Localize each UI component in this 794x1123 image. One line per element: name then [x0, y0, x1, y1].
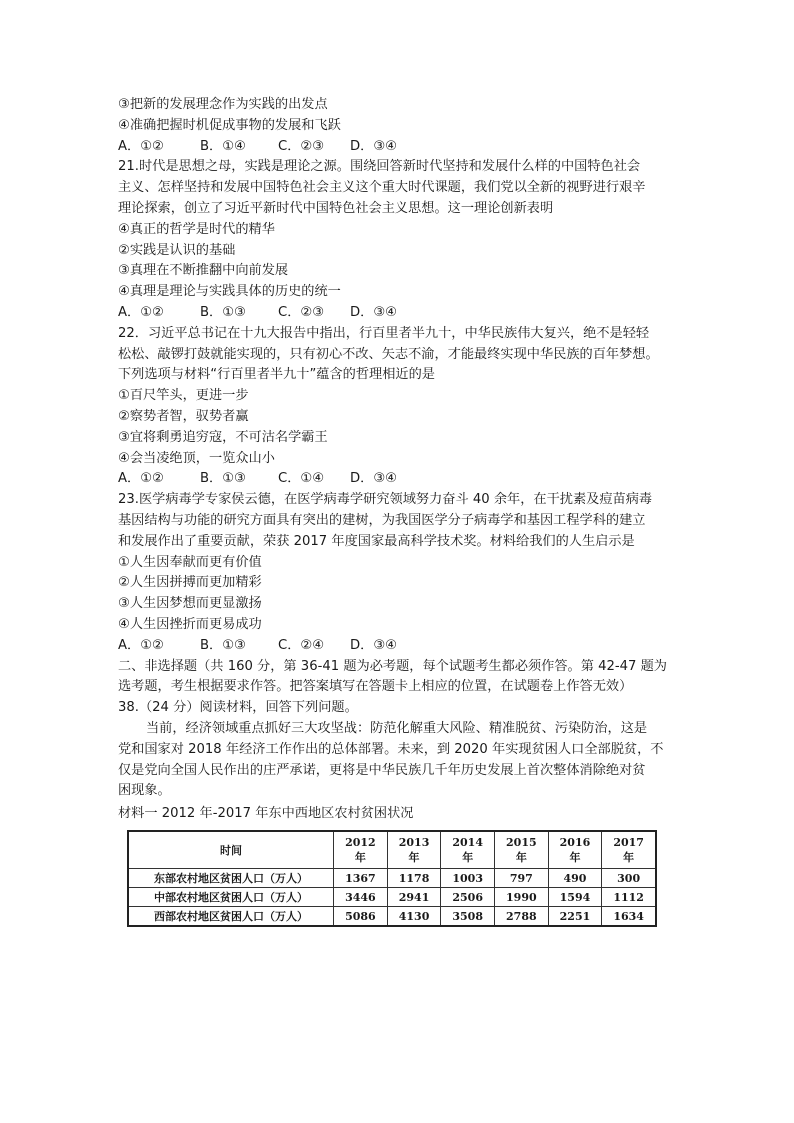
option-d: D．③④ [350, 471, 397, 487]
q21-item: ④真理是理论与实践具体的历史的统一 [118, 284, 341, 300]
option-c: C．①④ [278, 471, 325, 487]
option-d: D．③④ [350, 304, 397, 320]
year-2012: 2012 [345, 836, 376, 849]
q23-options [118, 636, 678, 657]
row-label-east: 东部农村地区贫困人口（万人） [128, 869, 334, 888]
q23-item: ②人生因拼搏而更加精彩 [118, 575, 262, 591]
q22-item: ④会当凌绝顶，一览众山小 [118, 450, 275, 466]
q22-options [118, 469, 678, 490]
option-d: D．③④ [350, 138, 397, 154]
q21-item: ③真理在不断推翻中向前发展 [118, 263, 289, 279]
option-a: A．①② [118, 304, 164, 320]
q21-stem: 21.时代是思想之母，实践是理论之源。围绕回答新时代坚持和发展什么样的中国特色社会 [118, 159, 641, 175]
q21-stem: 理论探索，创立了习近平新时代中国特色社会主义思想。这一理论创新表明 [118, 200, 554, 216]
option-a: A．①② [118, 637, 164, 653]
year-2015: 2015 [506, 836, 537, 849]
option-b: B．①④ [200, 138, 246, 154]
year-2013: 2013 [398, 836, 430, 849]
row-label-west: 西部农村地区贫困人口（万人） [128, 907, 334, 927]
year-2016: 2016 [559, 836, 591, 849]
option-b: B．①③ [200, 471, 246, 487]
table-cell: 1178 [387, 869, 441, 888]
header-corner: 时间 [128, 831, 334, 869]
year-suffix: 年 [515, 851, 527, 864]
q21-options [118, 303, 678, 324]
q23-stem: 23.医学病毒学专家侯云德，在医学病毒学研究领域努力奋斗 40 余年，在干扰素及痘苗病毒 [118, 492, 653, 508]
year-suffix: 年 [462, 851, 474, 864]
table-cell: 1367 [334, 869, 388, 888]
table-cell: 1594 [548, 888, 602, 907]
q23-stem: 和发展作出了重要贡献，荣获 2017 年度国家最高科学技术奖。材料给我们的人生启示是 [118, 533, 635, 549]
table-cell: 1990 [495, 888, 549, 907]
data-table [127, 830, 657, 927]
q20-item-4: ④准确把握时机促成事物的发展和飞跃 [118, 117, 341, 133]
q21-stem: 主义、怎样坚持和发展中国特色社会主义这个重大时代课题，我们党以全新的视野进行艰辛 [118, 180, 646, 196]
table-cell: 797 [495, 869, 549, 888]
table-cell: 300 [602, 869, 656, 888]
q38-paragraph: 困现象。 [118, 783, 171, 799]
table-row [128, 869, 656, 888]
poverty-table [127, 830, 657, 927]
year-header [334, 831, 388, 869]
table-header-row [128, 831, 656, 869]
q23-item: ④人生因挫折而更易成功 [118, 616, 262, 632]
section-heading: 选考题，考生根据要求作答。把答案填写在答题卡上相应的位置，在试题卷上作答无效） [118, 679, 633, 695]
option-a: A．①② [118, 471, 164, 487]
year-suffix: 年 [623, 851, 635, 864]
table-cell: 4130 [387, 907, 441, 927]
table-cell: 490 [548, 869, 602, 888]
option-a: A．①② [118, 138, 164, 154]
table-cell: 1634 [602, 907, 656, 927]
table-caption: 材料一 2012 年-2017 年东中西地区农村贫困状况 [118, 806, 414, 822]
q22-stem: 下列选项与材料“行百里者半九十”蕴含的哲理相近的是 [118, 367, 435, 383]
table-cell: 2506 [441, 888, 495, 907]
year-suffix: 年 [569, 851, 581, 864]
table-row [128, 888, 656, 907]
table-cell: 2941 [387, 888, 441, 907]
option-c: C．②③ [278, 304, 325, 320]
q20-options [118, 137, 678, 158]
q21-item: ④真正的哲学是时代的精华 [118, 221, 275, 237]
q22-item: ①百尺竿头，更进一步 [118, 388, 249, 404]
table-cell: 3508 [441, 907, 495, 927]
question-text [118, 95, 678, 825]
year-2014: 2014 [452, 836, 483, 849]
q23-stem: 基因结构与功能的研究方面具有突出的建树，为我国医学分子病毒学和基因工程学科的建立 [118, 512, 646, 528]
q21-item: ②实践是认识的基础 [118, 242, 236, 258]
table-cell: 5086 [334, 907, 388, 927]
table-row [128, 907, 656, 927]
q38-paragraph: 仅是党向全国人民作出的庄严承诺，更将是中华民族几千年历史发展上首次整体消除绝对贫 [118, 762, 646, 778]
q22-stem: 松松、敲锣打鼓就能实现的，只有初心不改、矢志不渝，才能最终实现中华民族的百年梦想。 [118, 346, 659, 362]
year-header [548, 831, 602, 869]
year-2017: 2017 [613, 836, 644, 849]
q23-item: ①人生因奉献而更有价值 [118, 554, 262, 570]
q38-paragraph: 当前，经济领域重点抓好三大攻坚战：防范化解重大风险、精准脱贫、污染防治，这是 [146, 720, 648, 736]
option-c: C．②④ [278, 637, 325, 653]
q23-item: ③人生因梦想而更显激扬 [118, 596, 262, 612]
year-header [495, 831, 549, 869]
q22-item: ③宜将剩勇追穷寇，不可沽名学霸王 [118, 429, 328, 445]
row-label-central: 中部农村地区贫困人口（万人） [128, 888, 334, 907]
year-header [387, 831, 441, 869]
table-cell: 2251 [548, 907, 602, 927]
table-cell: 1112 [602, 888, 656, 907]
table-cell: 2788 [495, 907, 549, 927]
table-cell: 1003 [441, 869, 495, 888]
q20-item-3: ③把新的发展理念作为实践的出发点 [118, 97, 328, 112]
q38-paragraph: 党和国家对 2018 年经济工作作出的总体部署。未来，到 2020 年实现贫困人口全部脱贫，不 [118, 741, 664, 757]
option-d: D．③④ [350, 637, 397, 653]
year-header [602, 831, 656, 869]
year-suffix: 年 [408, 851, 420, 864]
option-c: C．②③ [278, 138, 325, 154]
year-header [441, 831, 495, 869]
q22-stem: 22．习近平总书记在十九大报告中指出，行百里者半九十，中华民族伟大复兴，绝不是轻轻 [118, 325, 650, 341]
table-cell: 3446 [334, 888, 388, 907]
option-b: B．①③ [200, 637, 246, 653]
q38-heading: 38.（24 分）阅读材料，回答下列问题。 [118, 700, 358, 716]
q22-item: ②察势者智，驭势者赢 [118, 408, 249, 424]
section-heading: 二、非选择题（共 160 分，第 36-41 题为必考题，每个试题考生都必须作答。第 42-47 题为 [118, 658, 667, 674]
option-b: B．①③ [200, 304, 246, 320]
year-suffix: 年 [354, 851, 366, 864]
